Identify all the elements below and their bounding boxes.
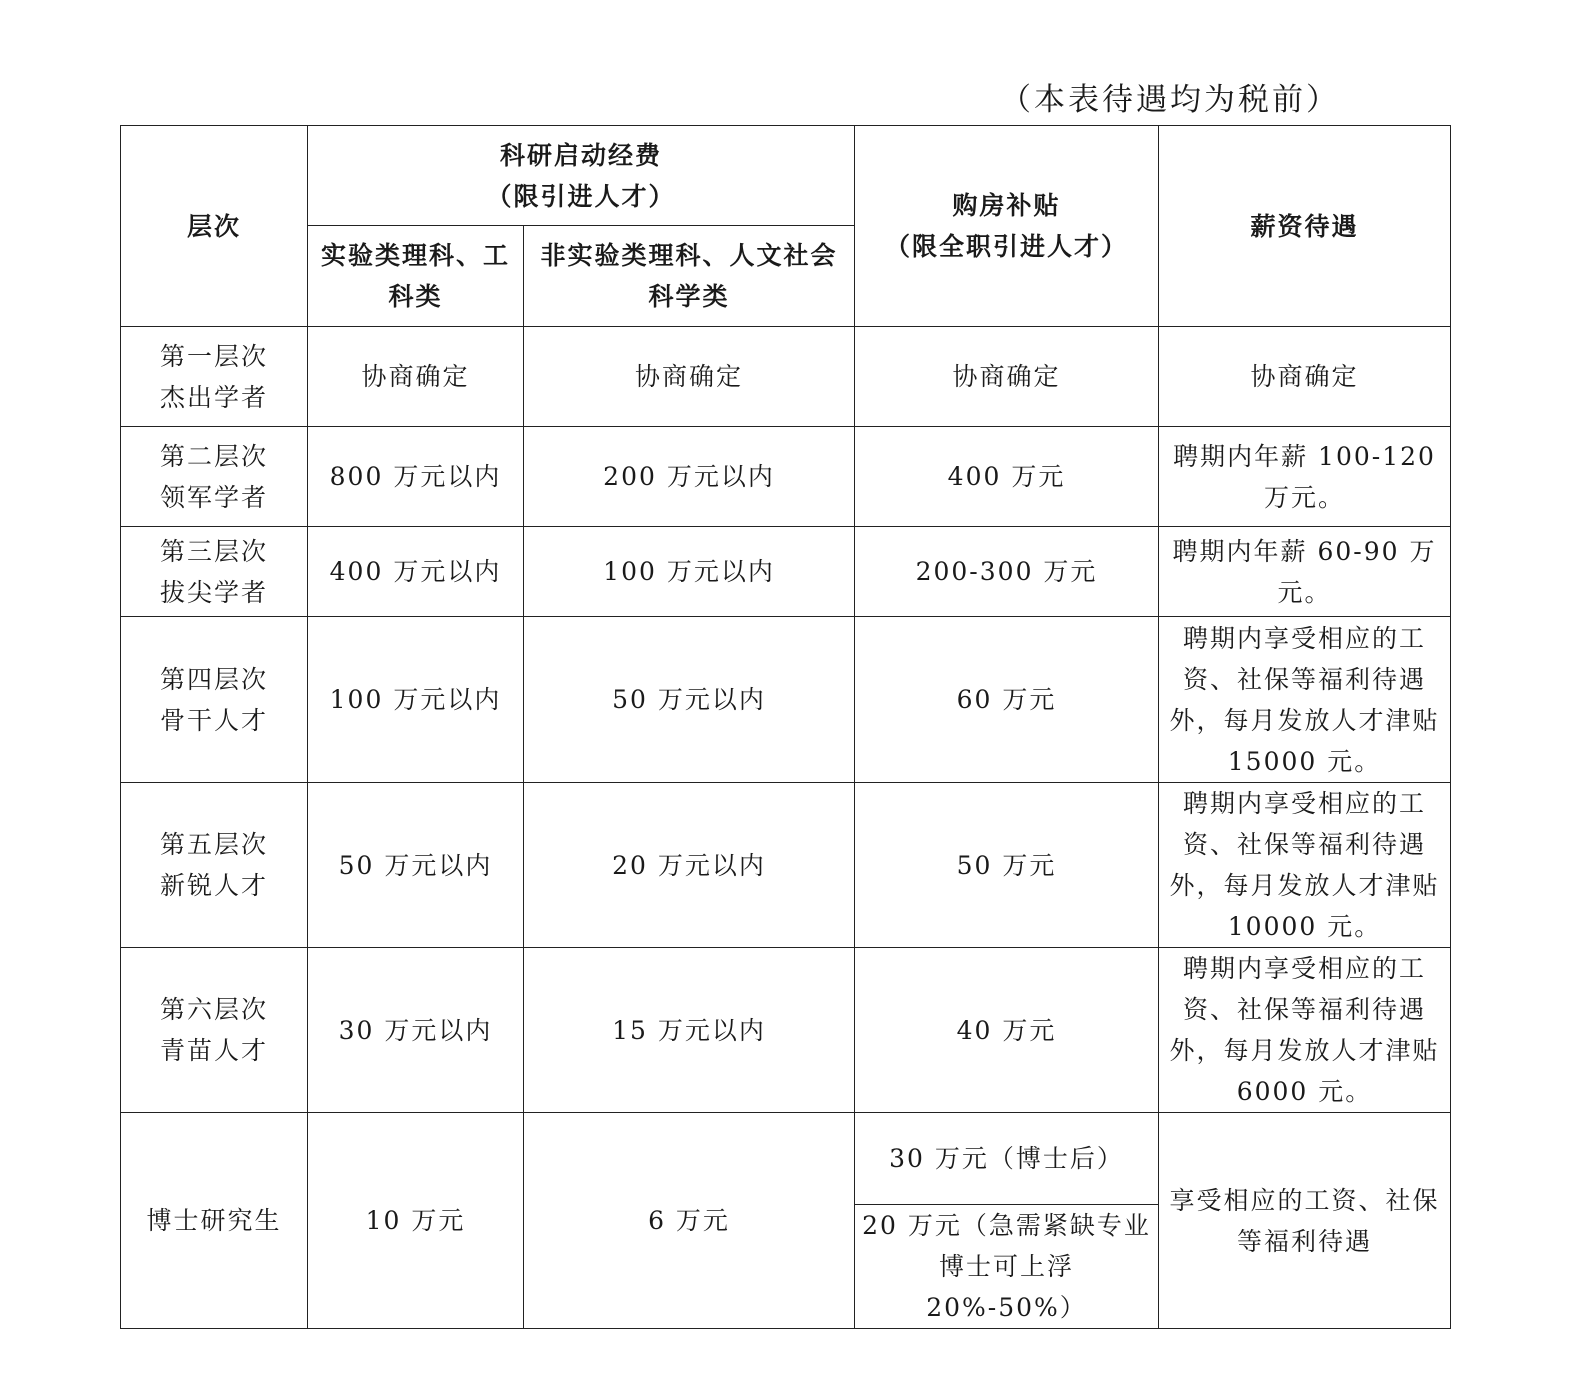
- header-research-fund-subtitle: （限引进人才）: [486, 181, 676, 211]
- housing-cell: 协商确定: [855, 327, 1159, 427]
- housing-cell: 40 万元: [855, 948, 1159, 1113]
- housing-cell: 400 万元: [855, 427, 1159, 527]
- salary-cell: 聘期内年薪 60-90 万元。: [1159, 527, 1451, 617]
- level-cell: [121, 948, 308, 1113]
- header-fund-exp: [308, 226, 524, 327]
- header-fund-nonexp: [524, 226, 855, 327]
- fund-exp-cell: 100 万元以内: [308, 617, 524, 783]
- level-name: 新锐人才: [159, 871, 268, 900]
- fund-exp-cell: 50 万元以内: [308, 783, 524, 948]
- housing-urgent-cell: 20 万元（急需紧缺专业博士可上浮 20%-50%）: [855, 1205, 1159, 1329]
- level-label: 第五层次: [159, 830, 268, 859]
- header-fund-nonexp-label: 非实验类理科、人文社会科学类: [540, 241, 838, 311]
- salary-cell: 聘期内年薪 100-120 万元。: [1159, 427, 1451, 527]
- header-level: [121, 126, 308, 327]
- tax-note: （本表待遇均为税前）: [1000, 82, 1340, 118]
- table-row: [121, 327, 1451, 427]
- level-cell: [121, 783, 308, 948]
- header-research-fund: [308, 126, 855, 226]
- header-housing: [855, 126, 1159, 327]
- fund-nonexp-cell: 6 万元: [524, 1113, 855, 1329]
- level-label: 第三层次: [159, 536, 268, 566]
- header-salary-label: 薪资待遇: [1250, 211, 1359, 241]
- level-cell: [121, 427, 308, 527]
- level-name: 青苗人才: [159, 1036, 268, 1065]
- header-housing-subtitle: （限全职引进人才）: [885, 232, 1129, 261]
- talent-benefits-table: [120, 125, 1451, 1329]
- fund-exp-cell: 协商确定: [308, 327, 524, 427]
- table-row: [121, 783, 1451, 948]
- fund-nonexp-cell: 20 万元以内: [524, 783, 855, 948]
- header-research-fund-title: 科研启动经费: [500, 140, 663, 170]
- level-name: 骨干人才: [159, 705, 268, 735]
- level-cell: [121, 327, 308, 427]
- level-name: 领军学者: [159, 482, 268, 512]
- level-label: 第四层次: [159, 664, 268, 694]
- housing-cell: 50 万元: [855, 783, 1159, 948]
- level-name: 杰出学者: [159, 382, 268, 412]
- salary-cell: 聘期内享受相应的工资、社保等福利待遇外，每月发放人才津贴 6000 元。: [1159, 948, 1451, 1113]
- header-fund-exp-label: 实验类理科、工科类: [320, 241, 510, 311]
- fund-nonexp-cell: 15 万元以内: [524, 948, 855, 1113]
- fund-exp-cell: 400 万元以内: [308, 527, 524, 617]
- salary-cell: 享受相应的工资、社保等福利待遇: [1159, 1113, 1451, 1329]
- level-label: 第一层次: [159, 341, 268, 371]
- fund-nonexp-cell: 50 万元以内: [524, 617, 855, 783]
- housing-postdoc-cell: 30 万元（博士后）: [855, 1113, 1159, 1205]
- fund-nonexp-cell: 协商确定: [524, 327, 855, 427]
- table-row: [121, 427, 1451, 527]
- fund-nonexp-cell: 200 万元以内: [524, 427, 855, 527]
- level-label: 第六层次: [159, 995, 268, 1024]
- housing-cell: 60 万元: [855, 617, 1159, 783]
- fund-exp-cell: 800 万元以内: [308, 427, 524, 527]
- housing-cell: 200-300 万元: [855, 527, 1159, 617]
- table-row: [121, 527, 1451, 617]
- salary-cell: 聘期内享受相应的工资、社保等福利待遇外，每月发放人才津贴 10000 元。: [1159, 783, 1451, 948]
- header-level-label: 层次: [186, 211, 241, 241]
- header-housing-title: 购房补贴: [952, 191, 1061, 220]
- level-name: 拔尖学者: [159, 577, 268, 607]
- level-cell: [121, 617, 308, 783]
- fund-exp-cell: 30 万元以内: [308, 948, 524, 1113]
- header-salary: [1159, 126, 1451, 327]
- salary-cell: 聘期内享受相应的工资、社保等福利待遇外，每月发放人才津贴 15000 元。: [1159, 617, 1451, 783]
- level-cell: [121, 527, 308, 617]
- level-label: 第二层次: [159, 441, 268, 471]
- fund-nonexp-cell: 100 万元以内: [524, 527, 855, 617]
- table-row: [121, 617, 1451, 783]
- header-row-1: [121, 126, 1451, 226]
- level-cell: 博士研究生: [121, 1113, 308, 1329]
- salary-cell: 协商确定: [1159, 327, 1451, 427]
- table-row: [121, 948, 1451, 1113]
- table-row-phd: [121, 1113, 1451, 1205]
- fund-exp-cell: 10 万元: [308, 1113, 524, 1329]
